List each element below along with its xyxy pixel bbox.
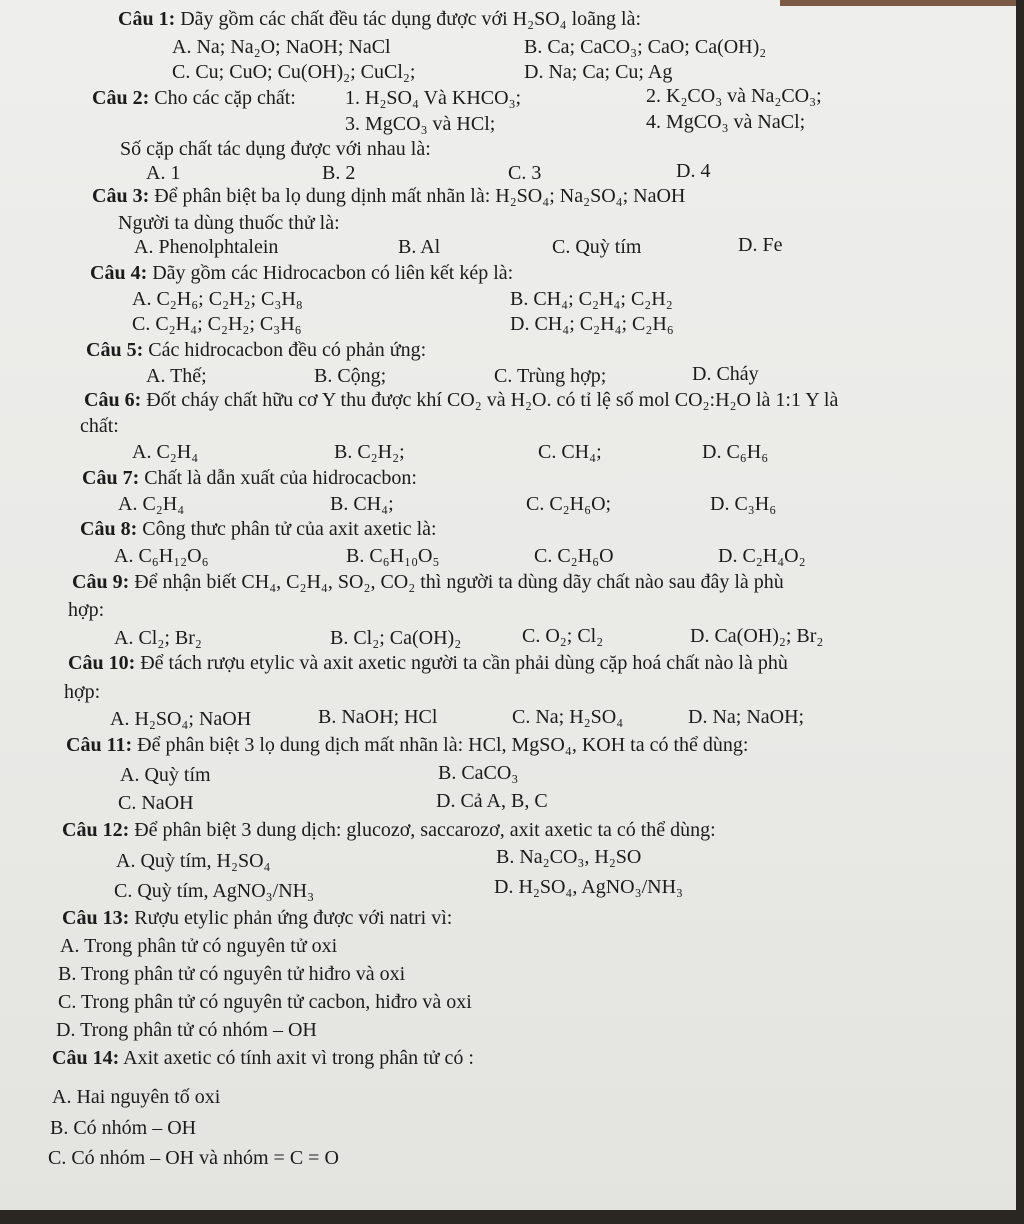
q10-stem <box>68 651 788 675</box>
q11-option-c: C. NaOH <box>118 792 194 814</box>
q6-stem-cont: chất: <box>80 415 119 437</box>
q12-text: Để phân biệt 3 dung dịch: glucozơ, saccarozơ, axit axetic ta có thể dùng: <box>134 819 716 841</box>
q8-option-d: D. C₂H₄O₂ <box>718 545 806 567</box>
q4-option-c: C. C₂H₄; C₂H₂; C₃H₆ <box>132 313 302 335</box>
q2-option-a: A. 1 <box>146 162 181 184</box>
paper-edge-shadow <box>780 0 1016 6</box>
q6-stem <box>84 388 838 412</box>
q5-option-b: B. Cộng; <box>314 365 387 387</box>
q13-option-c: C. Trong phân tử có nguyên tử cacbon, hiđro và oxi <box>58 991 472 1013</box>
q2-pair-4: 4. MgCO₃ và NaCl; <box>646 111 806 133</box>
q6-text: Đốt cháy chất hữu cơ Y thu được khí CO₂ và H₂O. có tỉ lệ số mol CO₂:H₂O là 1:1 Y là <box>146 389 839 411</box>
q14-option-b: B. Có nhóm – OH <box>50 1117 197 1139</box>
q2-option-b: B. 2 <box>322 162 356 184</box>
q2-stem <box>92 86 296 110</box>
q1-option-b: B. Ca; CaCO₃; CaO; Ca(OH)₂ <box>524 36 767 58</box>
q9-option-d: D. Ca(OH)₂; Br₂ <box>690 625 824 647</box>
q3-option-d: D. Fe <box>738 234 783 256</box>
q14-stem <box>52 1046 474 1070</box>
q9-option-c: C. O₂; Cl₂ <box>522 625 604 647</box>
q5-stem <box>86 338 426 362</box>
q5-text: Các hidrocacbon đều có phản ứng: <box>148 339 427 361</box>
q2-text: Cho các cặp chất: <box>154 87 296 109</box>
q4-stem <box>90 261 513 285</box>
q7-option-a: A. C₂H₄ <box>118 493 185 515</box>
q1-option-a: A. Na; Na₂O; NaOH; NaCl <box>172 36 391 58</box>
q11-text: Để phân biệt 3 lọ dung dịch mất nhãn là: HCl, MgSO₄, KOH ta có thể dùng: <box>137 734 749 756</box>
q11-stem <box>66 733 748 757</box>
q3-option-a: A. Phenolphtalein <box>134 236 279 258</box>
q10-text: Để tách rượu etylic và axit axetic người ta cần phải dùng cặp hoá chất nào là phù <box>140 652 788 674</box>
q2-pair-2: 2. K₂CO₃ và Na₂CO₃; <box>646 85 822 107</box>
q3-label: Câu 3: <box>92 185 150 207</box>
q5-option-d: D. Cháy <box>692 363 759 385</box>
q14-option-c: C. Có nhóm – OH và nhóm = C = O <box>48 1147 339 1169</box>
q1-label: Câu 1: <box>118 8 176 30</box>
q14-label: Câu 14: <box>52 1047 120 1069</box>
q2-option-c: C. 3 <box>508 162 542 184</box>
q3-option-b: B. Al <box>398 236 441 258</box>
q10-option-d: D. Na; NaOH; <box>688 706 805 728</box>
q13-label: Câu 13: <box>62 907 130 929</box>
q11-option-b: B. CaCO₃ <box>438 762 519 784</box>
q3-stem <box>92 184 685 208</box>
q9-text: Để nhận biết CH₄, C₂H₄, SO₂, CO₂ thì người ta dùng dãy chất nào sau đây là phù <box>134 571 784 593</box>
q5-option-c: C. Trùng hợp; <box>494 365 607 387</box>
q3-text: Để phân biệt ba lọ dung dịnh mất nhãn là: H₂SO₄; Na₂SO₄; NaOH <box>154 185 686 207</box>
q6-label: Câu 6: <box>84 389 142 411</box>
q9-label: Câu 9: <box>72 571 130 593</box>
q13-option-a: A. Trong phân tử có nguyên tử oxi <box>60 935 338 957</box>
q7-stem <box>82 466 417 490</box>
q10-option-a: A. H₂SO₄; NaOH <box>110 708 252 730</box>
q7-option-b: B. CH₄; <box>330 493 394 515</box>
q12-stem <box>62 818 716 842</box>
q3-option-c: C. Quỳ tím <box>552 236 642 258</box>
q14-option-a: A. Hai nguyên tố oxi <box>52 1086 221 1108</box>
q7-text: Chất là dẫn xuất của hidrocacbon: <box>144 467 417 489</box>
q5-option-a: A. Thế; <box>146 365 207 387</box>
q12-option-a: A. Quỳ tím, H₂SO₄ <box>116 850 271 872</box>
q7-label: Câu 7: <box>82 467 140 489</box>
q7-option-d: D. C₃H₆ <box>710 493 777 515</box>
q4-option-b: B. CH₄; C₂H₄; C₂H₂ <box>510 288 673 310</box>
q2-option-d: D. 4 <box>676 160 711 182</box>
q13-stem <box>62 906 452 930</box>
q1-option-c: C. Cu; CuO; Cu(OH)₂; CuCl₂; <box>172 61 416 83</box>
q5-label: Câu 5: <box>86 339 144 361</box>
q2-pair-3: 3. MgCO₃ và HCl; <box>345 113 496 135</box>
q6-option-c: C. CH₄; <box>538 441 602 463</box>
q10-option-b: B. NaOH; HCl <box>318 706 438 728</box>
q1-stem <box>118 7 641 31</box>
q2-question: Số cặp chất tác dụng được với nhau là: <box>120 138 431 160</box>
q8-option-c: C. C₂H₆O <box>534 545 614 567</box>
q13-option-b: B. Trong phân tử có nguyên tử hiđro và oxi <box>58 963 406 985</box>
q4-option-d: D. CH₄; C₂H₄; C₂H₆ <box>510 313 674 335</box>
q10-stem-cont: hợp: <box>64 681 101 703</box>
q9-option-a: A. Cl₂; Br₂ <box>114 627 202 649</box>
q9-option-b: B. Cl₂; Ca(OH)₂ <box>330 627 462 649</box>
q3-question: Người ta dùng thuốc thử là: <box>118 212 340 234</box>
q2-label: Câu 2: <box>92 87 150 109</box>
q12-option-c: C. Quỳ tím, AgNO₃/NH₃ <box>114 880 315 902</box>
q11-label: Câu 11: <box>66 734 133 756</box>
q12-label: Câu 12: <box>62 819 130 841</box>
q6-option-b: B. C₂H₂; <box>334 441 405 463</box>
q14-text: Axit axetic có tính axit vì trong phân tử có : <box>123 1047 474 1069</box>
q4-option-a: A. C₂H₆; C₂H₂; C₃H₈ <box>132 288 303 310</box>
q8-option-a: A. C₆H₁₂O₆ <box>114 545 209 567</box>
q7-option-c: C. C₂H₆O; <box>526 493 612 515</box>
q8-label: Câu 8: <box>80 518 138 540</box>
q4-label: Câu 4: <box>90 262 148 284</box>
q8-text: Công thưc phân tử của axit axetic là: <box>142 518 437 540</box>
q12-option-b: B. Na₂CO₃, H₂SO <box>496 846 642 868</box>
q13-text: Rượu etylic phản ứng được với natri vì: <box>134 907 453 929</box>
q1-option-d: D. Na; Ca; Cu; Ag <box>524 61 673 83</box>
q9-stem-cont: hợp: <box>68 599 105 621</box>
q4-text: Dãy gồm các Hidrocacbon có liên kết kép là: <box>152 262 514 284</box>
q13-option-d: D. Trong phân tử có nhóm – OH <box>56 1019 317 1041</box>
q8-option-b: B. C₆H₁₀O₅ <box>346 545 440 567</box>
q8-stem <box>80 517 437 541</box>
q11-option-d: D. Cả A, B, C <box>436 790 548 812</box>
q6-option-a: A. C₂H₄ <box>132 441 199 463</box>
q11-option-a: A. Quỳ tím <box>120 764 211 786</box>
q10-label: Câu 10: <box>68 652 136 674</box>
q6-option-d: D. C₆H₆ <box>702 441 769 463</box>
q1-text: Dãy gồm các chất đều tác dụng được với H₂SO₄ loãng là: <box>180 8 642 30</box>
q2-pair-1: 1. H₂SO₄ Và KHCO₃; <box>345 87 522 109</box>
q9-stem <box>72 570 784 594</box>
q12-option-d: D. H₂SO₄, AgNO₃/NH₃ <box>494 876 684 898</box>
q10-option-c: C. Na; H₂SO₄ <box>512 706 624 728</box>
